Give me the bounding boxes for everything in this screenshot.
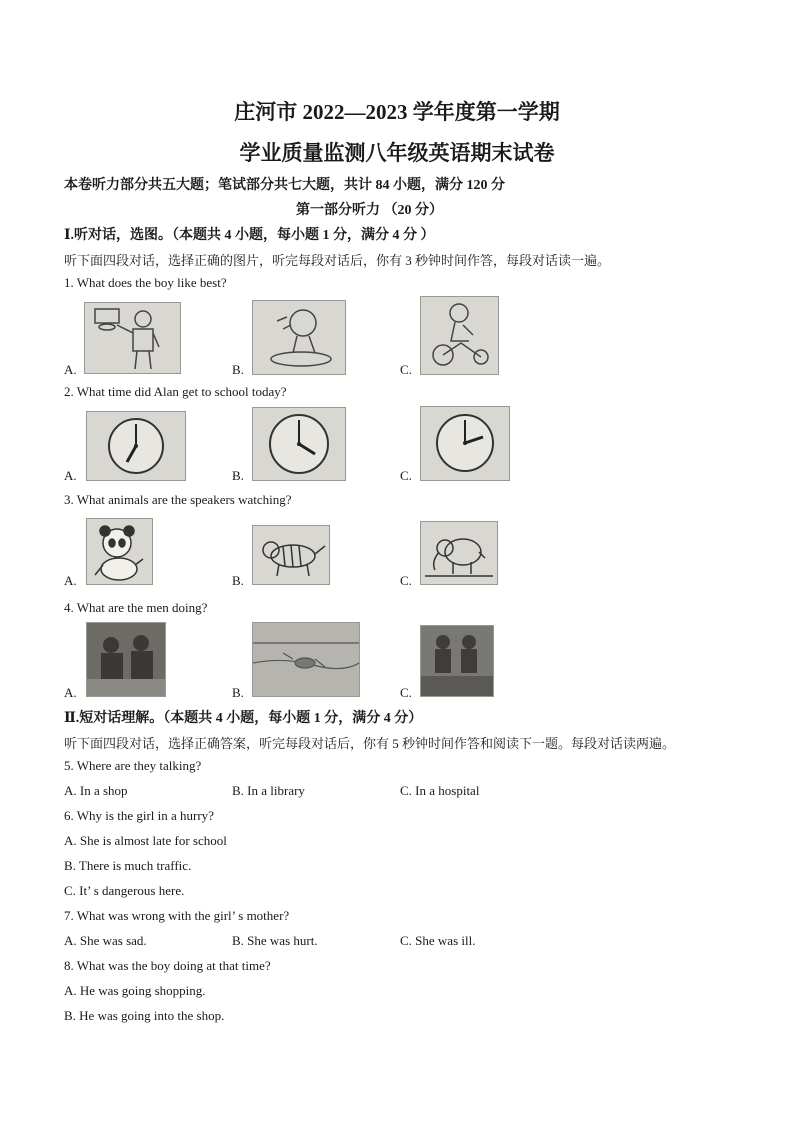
q3-option-a-label: A. <box>64 573 77 588</box>
q2-option-a-label: A. <box>64 468 77 483</box>
q5-option-a: A. In a shop <box>64 783 128 798</box>
exam-summary: 本卷听力部分共五大题；笔试部分共七大题，共计 84 小题，满分 120 分 <box>64 178 505 193</box>
q5-option-c: C. In a hospital <box>400 783 480 798</box>
q1-option-b-image <box>252 300 346 375</box>
part-title: 第一部分听力 （20 分） <box>296 203 443 218</box>
q3-option-c-label: C. <box>400 573 412 588</box>
q1-option-c-label: C. <box>400 362 412 377</box>
q6-option-b: B. There is much traffic. <box>64 858 192 873</box>
q1-option-a-label: A. <box>64 362 77 377</box>
q4-option-a-image <box>86 622 166 697</box>
section1-heading: Ⅰ.听对话，选图。（本题共 4 小题，每小题 1 分，满分 4 分 ） <box>64 228 435 243</box>
exam-title-line1: 庄河市 2022—2023 学年度第一学期 <box>234 100 560 124</box>
q4-option-a-label: A. <box>64 685 77 700</box>
question-8: 8. What was the boy doing at that time? <box>64 958 271 973</box>
q8-option-a: A. He was going shopping. <box>64 983 206 998</box>
section1-instruction: 听下面四段对话，选择正确的图片，听完每段对话后，你有 3 秒钟时间作答，每段对话读一遍。 <box>64 253 611 268</box>
q4-option-c-label: C. <box>400 685 412 700</box>
q2-option-c-label: C. <box>400 468 412 483</box>
q6-option-a: A. She is almost late for school <box>64 833 227 848</box>
question-6: 6. Why is the girl in a hurry? <box>64 808 214 823</box>
question-2: 2. What time did Alan get to school today? <box>64 384 287 399</box>
q2-option-b-clock <box>252 407 346 481</box>
q4-option-b-image <box>252 622 360 697</box>
q4-option-c-image <box>420 625 494 697</box>
q3-option-a-panda <box>86 518 153 585</box>
question-3: 3. What animals are the speakers watching? <box>64 492 292 507</box>
q2-option-c-clock <box>420 406 510 481</box>
section2-instruction: 听下面四段对话，选择正确答案，听完每段对话后，你有 5 秒钟时间作答和阅读下一题。每段对话读两遍。 <box>64 736 676 751</box>
q7-option-c: C. She was ill. <box>400 933 476 948</box>
question-5: 5. Where are they talking? <box>64 758 202 773</box>
q2-option-a-clock <box>86 411 186 481</box>
q3-option-b-tiger <box>252 525 330 585</box>
q1-option-c-image <box>420 296 499 375</box>
question-1: 1. What does the boy like best? <box>64 275 227 290</box>
q8-option-b: B. He was going into the shop. <box>64 1008 225 1023</box>
q3-option-b-label: B. <box>232 573 244 588</box>
exam-title-line2: 学业质量监测八年级英语期末试卷 <box>239 141 555 165</box>
q7-option-b: B. She was hurt. <box>232 933 318 948</box>
question-4: 4. What are the men doing? <box>64 600 208 615</box>
section2-heading: Ⅱ.短对话理解。（本题共 4 小题，每小题 1 分，满分 4 分） <box>64 711 423 726</box>
q6-option-c: C. It’ s dangerous here. <box>64 883 185 898</box>
q2-option-b-label: B. <box>232 468 244 483</box>
q4-option-b-label: B. <box>232 685 244 700</box>
q1-option-a-image <box>84 302 181 374</box>
q7-option-a: A. She was sad. <box>64 933 147 948</box>
q5-option-b: B. In a library <box>232 783 305 798</box>
q1-option-b-label: B. <box>232 362 244 377</box>
question-7: 7. What was wrong with the girl’ s mother? <box>64 908 290 923</box>
q3-option-c-elephant <box>420 521 498 585</box>
